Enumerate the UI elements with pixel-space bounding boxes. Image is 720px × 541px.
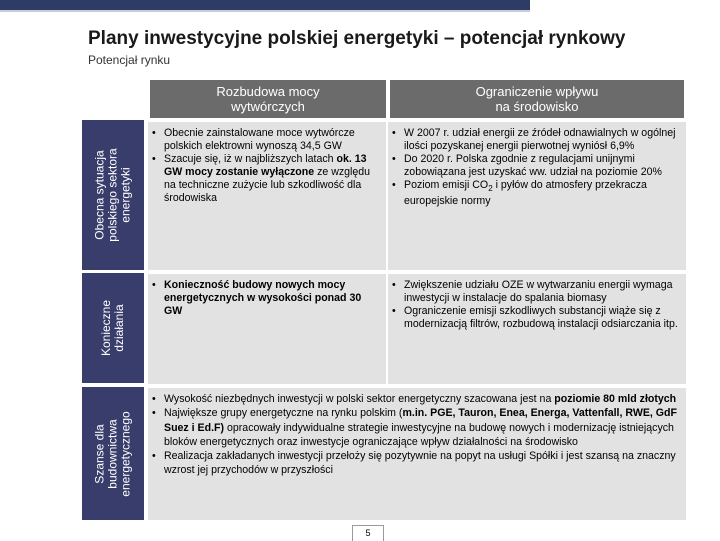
bullet-item: • W 2007 r. udział energii ze źródeł odnawialnych w ogólnej ilości pozyskanej energii pierwotnej wyniósł 6,9% [388,127,682,153]
bullet-item: • Wysokość niezbędnych inwestycji w polski sektor energetyczny szacowana jest na poziomie 80 mld złotych [148,392,682,406]
row-label-necessary-actions [82,273,144,383]
top-decor-bar [0,0,530,10]
bullet-item: • Szacuje się, iż w najbliższych latach ok. 13 GW mocy zostanie wyłączone ze względu na techniczne zużycie lub szkodliwość dla środowiska [148,153,382,205]
top-decor-line [0,10,530,12]
bullet-item: • Największe grupy energetyczne na rynku polskim (m.in. PGE, Tauron, Enea, Energa, Vattenfall, RWE, GdF Suez i Ed.F) opracowały indywidualne strategie inwestycyjne na budowę nowych i modernizację istniejących bloków energetycznych oraz inwestycje ograniczające wpływ działalności na środowisko [148,406,682,449]
cell-actions-capacity [148,274,386,384]
column-header-line: na środowisko [495,99,579,114]
row-label-line: działania [112,304,126,352]
cell-opportunities [148,388,686,520]
bullet-item: • Konieczność budowy nowych mocy energetycznych w wysokości ponad 30 GW [148,279,382,318]
cell-actions-environment [388,274,686,384]
row-label-line: polskiego sektora [105,148,120,242]
bullet-item: • Do 2020 r. Polska zgodnie z regulacjami unijnymi zobowiązana jest uzyskać ww. udział na poziomie 20% [388,153,682,179]
row-label-line: Szanse dla [92,423,107,484]
column-header-capacity [150,80,386,118]
bullet-item: • Obecnie zainstalowane moce wytwórcze polskich elektrowni wynoszą 34,5 GW [148,127,382,153]
bullet-item: • Ograniczenie emisji szkodliwych substancji wiąże się z modernizacją filtrów, rozbudową instalacji odsiarczania itp. [388,305,682,331]
column-header-line: wytwórczych [231,99,305,114]
slide-subtitle: Potencjał rynku [88,53,171,67]
slide-title: Plany inwestycyjne polskiej energetyki – potencjał rynkowy [88,28,626,49]
column-header-environment [390,80,684,118]
page-number: 5 [352,525,384,541]
cell-current-capacity [148,122,386,270]
bullet-item: • Poziom emisji $CO_2$ i pyłów do atmosfery przekracza europejskie normy [388,179,682,208]
bullet-item: • Zwiększenie udziału OZE w wytwarzaniu energii wymaga inwestycji w instalacje do spalania biomasy [388,279,682,305]
column-header-line: Rozbudowa mocy [216,84,320,99]
cell-current-environment [388,122,686,270]
row-label-current-situation [82,120,144,270]
row-label-line: energetyki [118,167,133,223]
row-label-line: Konieczne [99,299,113,357]
column-header-line: Ograniczenie wpływu [475,84,599,99]
row-label-line: energetycznego [118,410,133,497]
row-label-opportunities [82,387,144,520]
bullet-item: • Realizacja zakładanych inwestycji przełoży się pozytywnie na popyt na usługi Spółki i jest szansą na znaczny wzrost jej przychodów w przyszłości [148,449,682,478]
row-label-line: budownictwa [105,418,120,489]
row-label-line: Obecna sytuacja [92,150,107,240]
